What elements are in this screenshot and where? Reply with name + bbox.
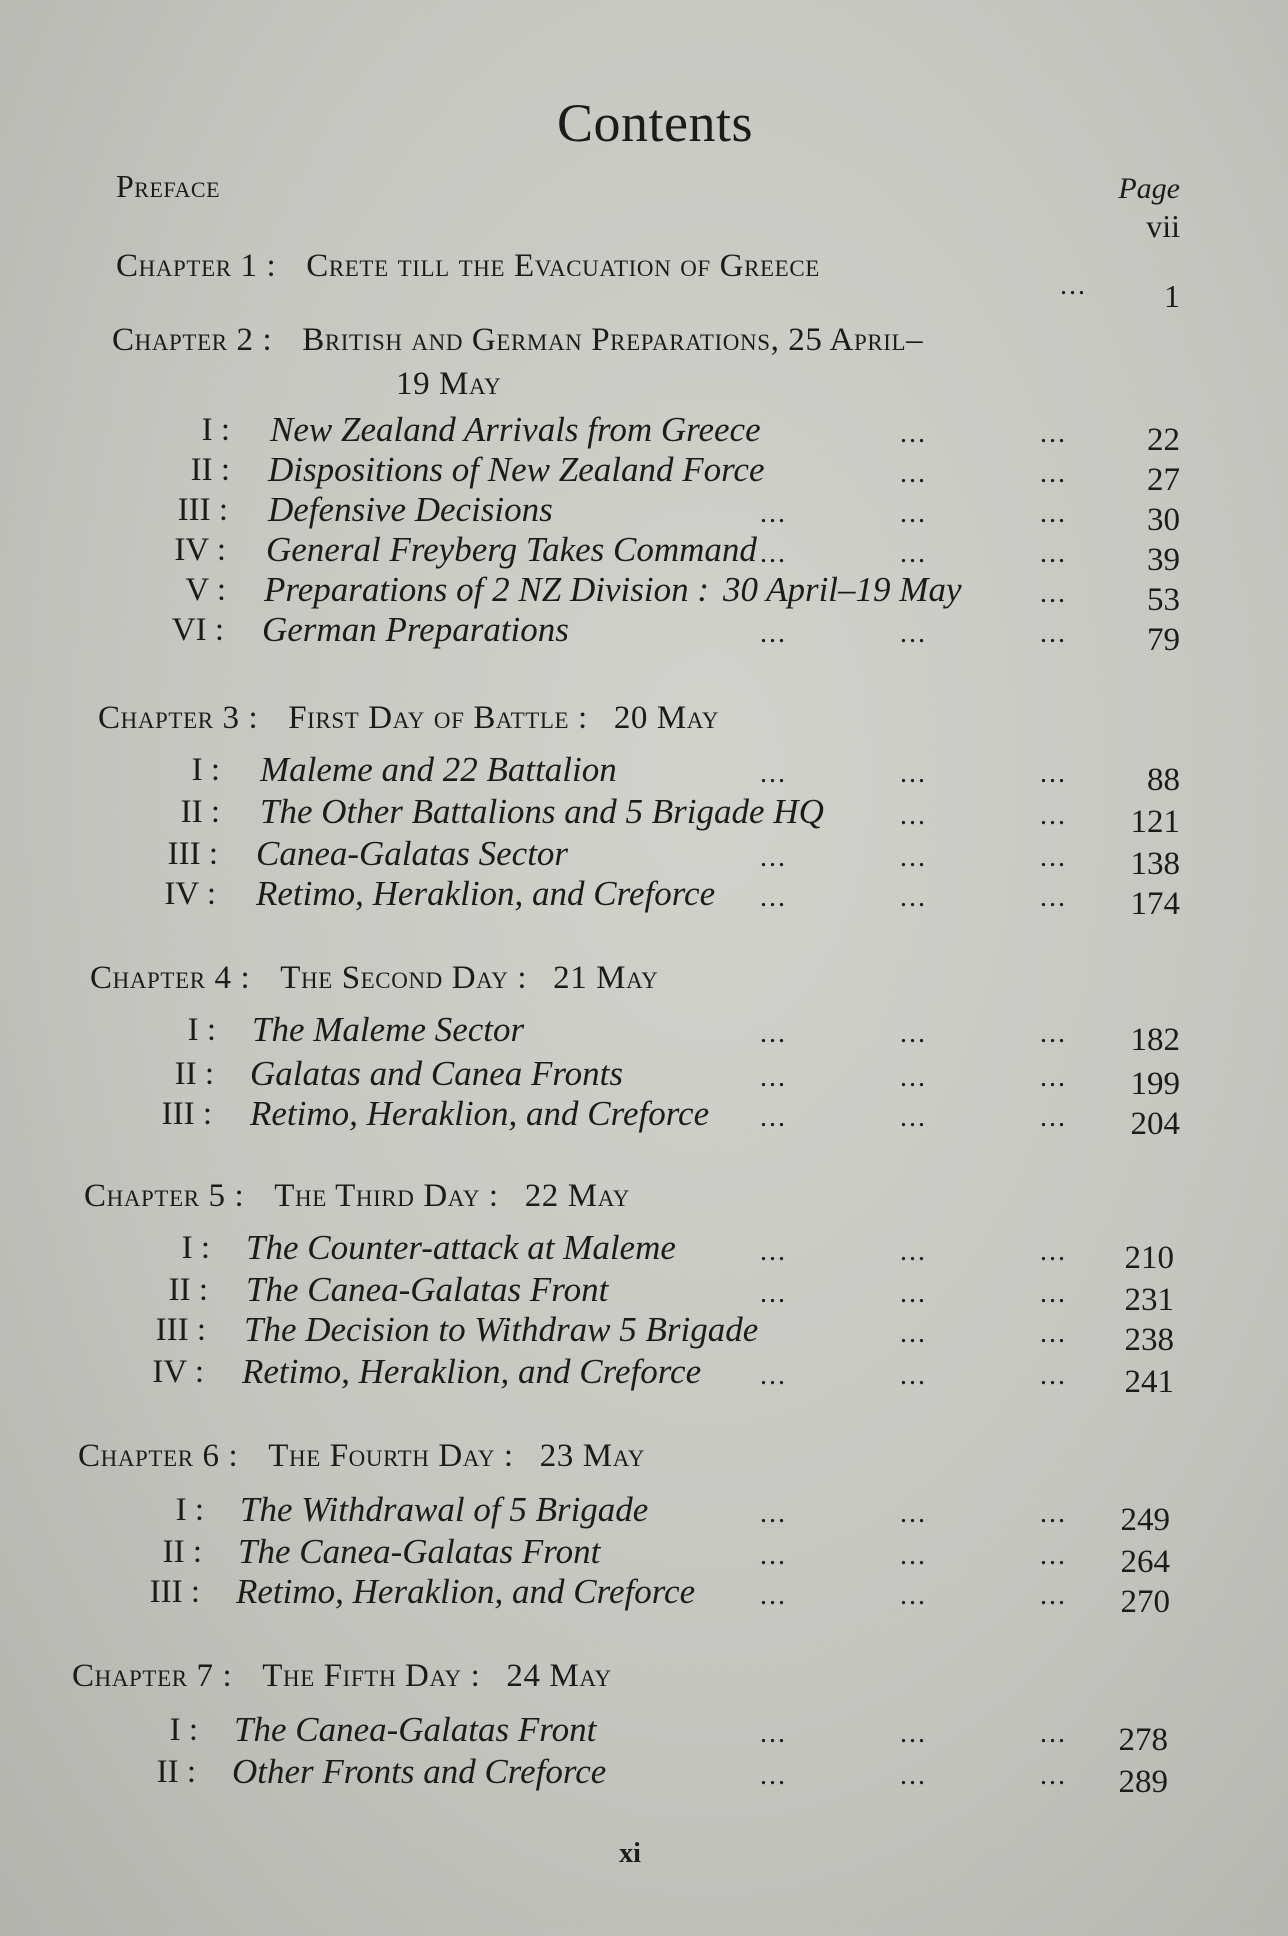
section-numeral: I :	[175, 1492, 204, 1528]
leader-dots: ...	[760, 1498, 787, 1529]
leader-dots: ...	[1040, 1580, 1067, 1611]
leader-dots: ...	[1040, 1278, 1067, 1309]
section-title-text: German Preparations	[262, 610, 569, 649]
chapter-number: Chapter 6 :	[78, 1438, 239, 1474]
section-page-number: 121	[1130, 804, 1180, 840]
section-page-number: 270	[1120, 1584, 1170, 1620]
leader-dots: ...	[760, 1718, 787, 1749]
section-row	[0, 874, 1288, 922]
section-title-text: The Maleme Sector	[252, 1010, 525, 1049]
chapter-page-number: 1	[1164, 278, 1180, 314]
leader-dots: ...	[1040, 1540, 1067, 1571]
leader-dots: ...	[900, 1278, 927, 1309]
leader-dots: ...	[900, 1540, 927, 1571]
leader-dots: ...	[1040, 1760, 1067, 1791]
section-numeral: IV :	[152, 1354, 204, 1390]
section-row	[0, 530, 1288, 578]
leader-dots: ...	[760, 1278, 787, 1309]
section-page-number: 204	[1130, 1106, 1180, 1142]
section-title	[262, 610, 569, 650]
chapter-heading	[98, 700, 719, 737]
leader-dots: ...	[900, 538, 927, 569]
leader-dots: ...	[900, 1498, 927, 1529]
section-row	[0, 792, 1288, 840]
leader-dots: ...	[1040, 800, 1067, 831]
section-title	[234, 1710, 596, 1750]
leader-dots: ...	[1040, 1360, 1067, 1391]
section-page-number: 30	[1147, 502, 1180, 538]
chapter-title: British and German Preparations, 25 April–	[302, 322, 924, 358]
section-page-number: 182	[1130, 1022, 1180, 1058]
leader-dots: ...	[1040, 618, 1067, 649]
section-row	[0, 610, 1288, 658]
section-page-number: 79	[1147, 622, 1180, 658]
section-numeral: II :	[162, 1534, 202, 1570]
leader-dots: ...	[760, 1236, 787, 1267]
leader-dots: ...	[900, 618, 927, 649]
section-title-text: The Counter-attack at Maleme	[246, 1228, 676, 1267]
section-title-text: New Zealand Arrivals from Greece	[270, 410, 761, 449]
leader-dots: ...	[900, 1360, 927, 1391]
leader-dots: ...	[1040, 418, 1067, 449]
leader-dots: ...	[900, 1718, 927, 1749]
section-row	[0, 1572, 1288, 1620]
leader-dots: ...	[900, 842, 927, 873]
leader-dots: ...	[1040, 1318, 1067, 1349]
section-title	[238, 1532, 600, 1572]
section-numeral: III :	[177, 492, 228, 528]
leader-dots: ...	[760, 1360, 787, 1391]
section-title-text: General Freyberg Takes Command	[266, 530, 757, 569]
section-numeral: II :	[168, 1272, 208, 1308]
section-numeral: III :	[161, 1096, 212, 1132]
chapter-number: Chapter 7 :	[72, 1658, 233, 1694]
section-title	[246, 1270, 608, 1310]
section-page-number: 278	[1118, 1722, 1168, 1758]
chapter-title-continued: 19 May	[396, 366, 502, 402]
section-title-text: The Canea-Galatas Front	[238, 1532, 601, 1571]
section-title-text: Retimo, Heraklion, and Creforce	[236, 1572, 696, 1611]
section-title	[268, 450, 764, 490]
section-title-text: The Withdrawal of 5 Brigade	[240, 1490, 649, 1529]
leader-dots: ...	[1040, 498, 1067, 529]
chapter-date: 24 May	[506, 1658, 612, 1694]
section-numeral: IV :	[164, 876, 216, 912]
section-numeral: I :	[187, 1012, 216, 1048]
section-numeral: III :	[167, 836, 218, 872]
section-title	[250, 1054, 623, 1094]
section-title-text: Retimo, Heraklion, and Creforce	[242, 1352, 702, 1391]
section-date-range: 30 April–19 May	[722, 570, 962, 609]
section-row	[0, 834, 1288, 882]
chapter-number: Chapter 2 :	[112, 322, 273, 358]
section-title-text: Defensive Decisions	[268, 490, 553, 529]
leader-dots: ...	[760, 1540, 787, 1571]
section-title-text: The Canea-Galatas Front	[246, 1270, 609, 1309]
section-numeral: II :	[174, 1056, 214, 1092]
section-title-text: Retimo, Heraklion, and Creforce	[250, 1094, 710, 1133]
section-numeral: II :	[190, 452, 230, 488]
section-title-text: Canea-Galatas Sector	[256, 834, 569, 873]
leader-dots: ...	[760, 1018, 787, 1049]
section-title	[232, 1752, 606, 1792]
section-title	[252, 1010, 524, 1050]
section-page-number: 88	[1147, 762, 1180, 798]
section-page-number: 138	[1130, 846, 1180, 882]
leader-dots: ...	[1040, 578, 1067, 609]
chapter-title: The Fifth Day :	[262, 1658, 481, 1694]
leader-dots: ...	[1040, 538, 1067, 569]
section-title	[256, 874, 715, 914]
section-page-number: 39	[1147, 542, 1180, 578]
chapter-heading	[84, 1178, 630, 1215]
section-page-number: 199	[1130, 1066, 1180, 1102]
section-title	[260, 750, 617, 790]
leader-dots: ...	[900, 1102, 927, 1133]
leader-dots: ...	[1040, 1102, 1067, 1133]
section-numeral: I :	[191, 752, 220, 788]
section-title	[270, 410, 761, 450]
section-page-number: 22	[1147, 422, 1180, 458]
chapter-title: Crete till the Evacuation of Greece	[306, 248, 820, 284]
section-row	[0, 490, 1288, 538]
section-row	[0, 1228, 1288, 1276]
leader-dots: ...	[900, 1760, 927, 1791]
section-row	[0, 1054, 1288, 1102]
section-page-number: 289	[1118, 1764, 1168, 1800]
leader-dots: ...	[900, 800, 927, 831]
leader-dots: ...	[760, 1580, 787, 1611]
section-title-text: Dispositions of New Zealand Force	[268, 450, 765, 489]
leader-dots: ...	[760, 882, 787, 913]
leader-dots: ...	[1040, 758, 1067, 789]
leader-dots: ...	[760, 498, 787, 529]
section-numeral: I :	[181, 1230, 210, 1266]
section-row	[0, 1532, 1288, 1580]
leader-dots: ...	[760, 1102, 787, 1133]
section-title-text: Preparations of 2 NZ Division :	[264, 570, 709, 609]
folio-page-number: xi	[619, 1838, 641, 1869]
leader-dots: ...	[900, 498, 927, 529]
leader-dots: ...	[760, 842, 787, 873]
section-title-text: The Decision to Withdraw 5 Brigade	[244, 1310, 759, 1349]
section-numeral: I :	[201, 412, 230, 448]
leader-dots: ...	[760, 618, 787, 649]
leader-dots: ...	[1040, 1718, 1067, 1749]
section-row	[0, 1490, 1288, 1538]
chapter-title: The Fourth Day :	[268, 1438, 514, 1474]
chapter-heading	[78, 1438, 645, 1475]
section-row	[0, 1094, 1288, 1142]
leader-dots: ...	[760, 758, 787, 789]
leader-dots: ...	[1040, 882, 1067, 913]
section-page-number: 27	[1147, 462, 1180, 498]
section-row	[0, 1352, 1288, 1400]
chapter-heading	[90, 960, 658, 997]
section-numeral: V :	[185, 572, 226, 608]
chapter-title: First Day of Battle :	[288, 700, 588, 736]
leader-dots: ...	[900, 882, 927, 913]
leader-dots: ...	[760, 1760, 787, 1791]
leader-dots: ...	[1040, 1236, 1067, 1267]
section-numeral: II :	[156, 1754, 196, 1790]
preface-page-number: vii	[1146, 208, 1180, 244]
section-page-number: 231	[1124, 1282, 1174, 1318]
chapter-title: The Second Day :	[280, 960, 528, 996]
chapter-heading	[116, 248, 820, 285]
chapter-date: 20 May	[613, 700, 720, 736]
chapter-number: Chapter 5 :	[84, 1178, 245, 1214]
leader-dots: ...	[900, 758, 927, 789]
section-row	[0, 750, 1288, 798]
section-row	[0, 1010, 1288, 1058]
section-title-text: The Canea-Galatas Front	[234, 1710, 597, 1749]
section-page-number: 174	[1130, 886, 1180, 922]
section-title	[256, 834, 568, 874]
section-title	[236, 1572, 695, 1612]
section-title	[264, 570, 961, 610]
leader-dots: ...	[900, 1318, 927, 1349]
section-title	[240, 1490, 648, 1530]
leader-dots: ...	[1040, 1062, 1067, 1093]
section-row	[0, 1710, 1288, 1758]
section-page-number: 249	[1120, 1502, 1170, 1538]
section-title	[268, 490, 553, 530]
section-title-text: Other Fronts and Creforce	[232, 1752, 607, 1791]
leader-dots: ...	[760, 538, 787, 569]
section-title	[246, 1228, 676, 1268]
section-numeral: IV :	[174, 532, 226, 568]
leader-dots: ...	[900, 458, 927, 489]
section-row	[0, 410, 1288, 458]
chapter-date: 23 May	[539, 1438, 646, 1474]
page-column-label: Page	[1118, 172, 1180, 205]
section-numeral: III :	[149, 1574, 200, 1610]
leader-dots: ...	[900, 1580, 927, 1611]
section-title	[266, 530, 757, 570]
section-numeral: I :	[169, 1712, 198, 1748]
section-title	[250, 1094, 709, 1134]
section-numeral: II :	[180, 794, 220, 830]
leader-dots: ...	[1040, 458, 1067, 489]
section-row	[0, 450, 1288, 498]
section-page-number: 53	[1147, 582, 1180, 618]
chapter-number: Chapter 1 :	[116, 248, 277, 284]
section-title-text: The Other Battalions and 5 Brigade HQ	[260, 792, 824, 831]
section-title	[260, 792, 824, 832]
section-title	[244, 1310, 758, 1350]
chapter-title: The Third Day :	[274, 1178, 499, 1214]
leader-dots: ...	[1040, 1498, 1067, 1529]
chapter-date: 22 May	[524, 1178, 631, 1214]
section-page-number: 210	[1124, 1240, 1174, 1276]
preface-label: Preface	[116, 168, 221, 204]
chapter-number: Chapter 3 :	[98, 700, 259, 736]
chapter-date: 21 May	[553, 960, 659, 996]
section-row	[0, 1270, 1288, 1318]
chapter-heading	[112, 322, 923, 359]
chapter-number: Chapter 4 :	[90, 960, 251, 996]
section-page-number: 264	[1120, 1544, 1170, 1580]
leader-dots: ...	[900, 1062, 927, 1093]
section-numeral: III :	[155, 1312, 206, 1348]
section-page-number: 241	[1124, 1364, 1174, 1400]
section-page-number: 238	[1124, 1322, 1174, 1358]
section-title	[242, 1352, 701, 1392]
leader-dots: ...	[900, 418, 927, 449]
page-title: Contents	[556, 93, 753, 153]
section-title-text: Galatas and Canea Fronts	[250, 1054, 624, 1093]
leader-dots: ...	[900, 1236, 927, 1267]
leader-dots: ...	[1040, 842, 1067, 873]
section-title-text: Retimo, Heraklion, and Creforce	[256, 874, 716, 913]
section-row	[0, 1752, 1288, 1800]
section-title-text: Maleme and 22 Battalion	[260, 750, 617, 789]
leader-dots: ...	[1060, 270, 1087, 301]
section-row	[0, 1310, 1288, 1358]
chapter-heading	[72, 1658, 612, 1695]
section-row	[0, 570, 1288, 618]
section-numeral: VI :	[171, 612, 224, 648]
leader-dots: ...	[900, 1018, 927, 1049]
leader-dots: ...	[760, 1062, 787, 1093]
leader-dots: ...	[1040, 1018, 1067, 1049]
